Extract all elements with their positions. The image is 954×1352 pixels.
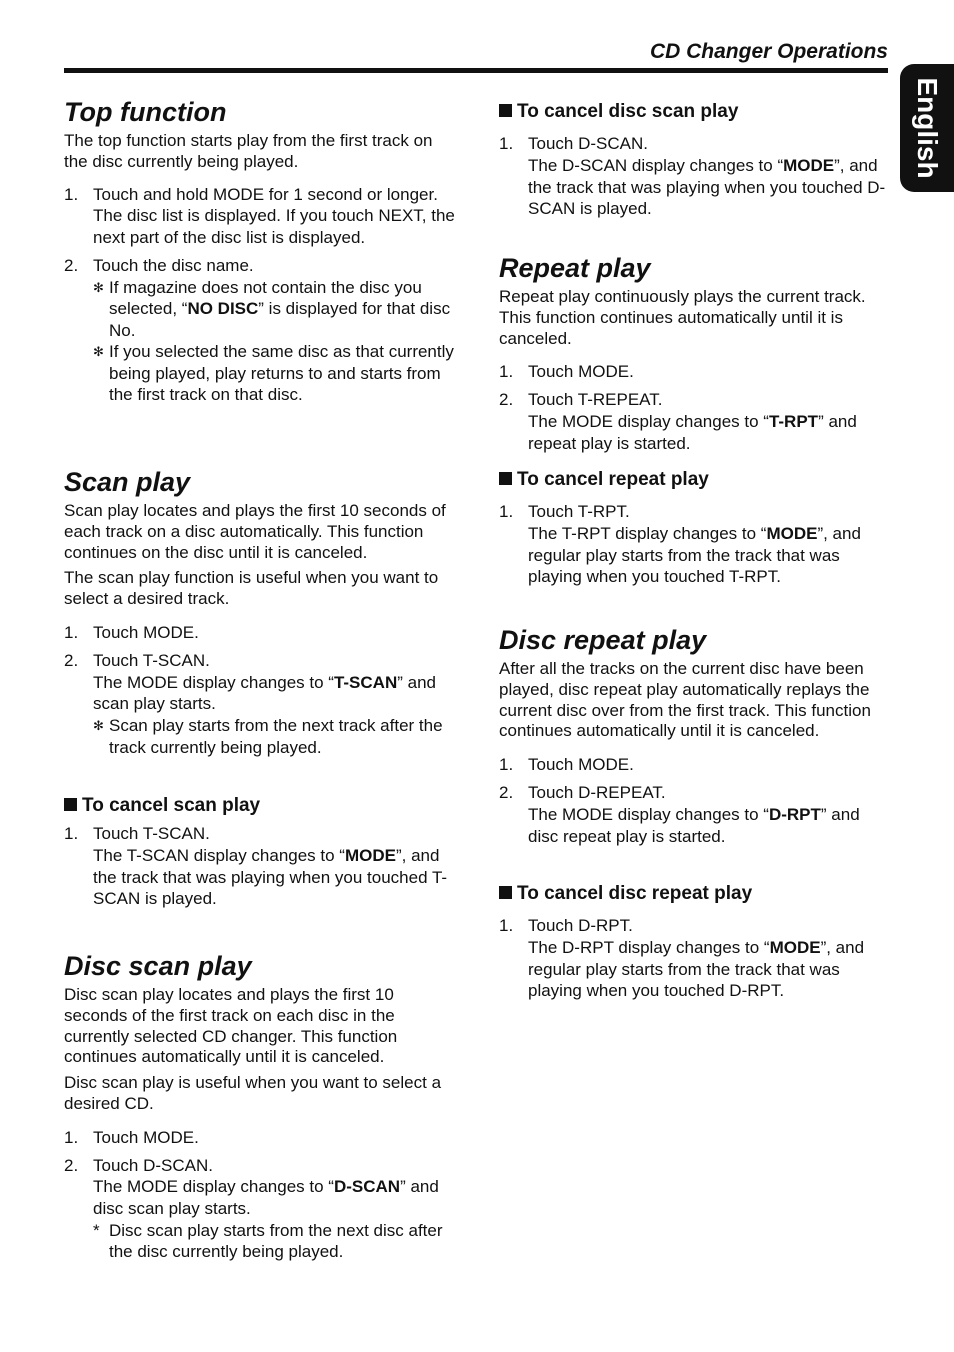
note-marker: * <box>93 1220 100 1240</box>
step-number: 2. <box>64 255 79 275</box>
step-number: 2. <box>64 1155 79 1175</box>
step-text: Touch MODE. <box>528 362 634 382</box>
square-bullet-icon <box>499 104 512 117</box>
note-item: * Disc scan play starts from the next disc after the disc currently being played. <box>93 1220 443 1262</box>
intro-text: Repeat play continuously plays the current track. This function continues automatically until it is canceled. <box>499 287 866 348</box>
step-item <box>499 133 891 220</box>
step-result: The T-RPT display changes to “MODE”, and regular play starts from the track that was playing when you touched T-RPT. <box>528 523 861 587</box>
section-title: Repeat play <box>499 253 651 283</box>
step-text: Touch MODE. <box>528 755 634 775</box>
subsection-cancel-disc-repeat-play <box>499 882 891 1002</box>
step-item <box>64 1127 456 1149</box>
step-number: 1. <box>64 184 79 204</box>
step-item <box>64 823 456 910</box>
section-header: CD Changer Operations <box>649 40 888 63</box>
intro-text: The scan play function is useful when you want to select a desired track. <box>64 568 439 609</box>
subsection-cancel-disc-scan-play <box>499 100 891 220</box>
step-text: Touch D-SCAN. <box>93 1155 213 1175</box>
step-number: 1. <box>64 622 79 642</box>
step-result: The MODE display changes to “T-SCAN” and scan play starts. <box>93 672 436 714</box>
step-text: Touch MODE. <box>93 622 199 642</box>
square-bullet-icon <box>64 798 77 811</box>
step-item <box>64 255 456 406</box>
step-item <box>499 501 891 588</box>
note-item: ✻ Scan play starts from the next track after the track currently being played. <box>93 716 443 757</box>
step-item <box>499 782 891 847</box>
subsection-cancel-repeat-play <box>499 468 891 588</box>
note-marker: ✻ <box>93 279 104 295</box>
section-title: Top function <box>64 97 227 127</box>
step-result: The MODE display changes to “D-SCAN” and disc scan play starts. <box>93 1177 439 1219</box>
step-item <box>64 622 456 644</box>
step-text: Touch D-SCAN. <box>528 134 648 153</box>
square-bullet-icon <box>499 886 512 899</box>
step-result: The T-SCAN display changes to “MODE”, and the track that was playing when you touched T-SCAN is played. <box>93 845 448 909</box>
step-number: 2. <box>499 782 514 802</box>
step-item <box>64 650 456 758</box>
intro-text: Disc scan play is useful when you want to select a desired CD. <box>64 1073 442 1113</box>
language-tab <box>900 64 954 192</box>
step-text: Touch and hold MODE for 1 second or longer. <box>93 184 438 204</box>
language-tab-label: English <box>912 77 943 179</box>
note-item: ✻ If magazine does not contain the disc you selected, “NO DISC” is displayed for that disc No. <box>93 277 451 340</box>
section-repeat-play <box>499 252 891 455</box>
step-item <box>499 361 891 383</box>
note-item: ✻ If you selected the same disc as that currently being played, play returns to and starts from the first track on that disc. <box>93 342 454 405</box>
step-item <box>499 754 891 776</box>
step-item <box>64 1155 456 1263</box>
step-number: 1. <box>499 755 514 775</box>
section-disc-scan-play <box>64 950 456 1263</box>
square-bullet-icon <box>499 472 512 485</box>
step-text: Touch D-REPEAT. <box>528 782 666 802</box>
step-result: The disc list is displayed. If you touch NEXT, the next part of the disc list is displayed. <box>93 206 455 248</box>
step-number: 2. <box>499 390 514 410</box>
section-title: Disc repeat play <box>499 625 707 655</box>
step-result: The D-SCAN display changes to “MODE”, and the track that was playing when you touched D-SCAN is played. <box>528 155 886 219</box>
step-item <box>499 915 891 1002</box>
step-number: 2. <box>64 650 79 670</box>
step-number: 1. <box>499 916 514 935</box>
step-number: 1. <box>64 1127 79 1147</box>
step-number: 1. <box>499 362 514 382</box>
step-number: 1. <box>499 134 514 153</box>
step-item <box>64 184 456 249</box>
subsection-title: To cancel disc scan play <box>499 100 891 124</box>
step-result: The MODE display changes to “D-RPT” and disc repeat play is started. <box>528 804 860 846</box>
note-marker: ✻ <box>93 718 104 734</box>
intro-text: Scan play locates and plays the first 10 seconds of each track on a disc automatically. This function continues on the disc until it is canceled. <box>64 501 446 562</box>
intro-text: The top function starts play from the first track on the disc currently being played. <box>64 131 433 171</box>
step-number: 1. <box>64 824 79 843</box>
step-text: Touch the disc name. <box>93 255 254 275</box>
step-text: Touch D-RPT. <box>528 916 633 935</box>
intro-text: Disc scan play locates and plays the first 10 seconds of the first track on each disc in the currently selected CD changer. This function continues automatically until it is canceled. <box>64 985 398 1067</box>
step-text: Touch T-SCAN. <box>93 650 210 670</box>
subsection-title: To cancel repeat play <box>499 468 891 492</box>
step-result: The D-RPT display changes to “MODE”, and regular play starts from the track that was playing when you touched D-RPT. <box>528 937 865 1001</box>
note-marker: ✻ <box>93 344 104 360</box>
subsection-title: To cancel scan play <box>64 794 456 818</box>
subsection-title: To cancel disc repeat play <box>499 882 891 906</box>
step-item <box>499 389 891 454</box>
section-disc-repeat-play <box>499 624 891 847</box>
header-rule <box>64 68 888 73</box>
step-text: Touch T-RPT. <box>528 502 630 521</box>
step-text: Touch T-SCAN. <box>93 824 210 843</box>
step-text: Touch MODE. <box>93 1127 199 1147</box>
step-number: 1. <box>499 502 514 521</box>
section-title: Disc scan play <box>64 951 252 981</box>
step-result: The MODE display changes to “T-RPT” and repeat play is started. <box>528 411 857 453</box>
section-top-function <box>64 96 456 406</box>
section-scan-play <box>64 466 456 758</box>
subsection-cancel-scan-play <box>64 794 456 910</box>
intro-text: After all the tracks on the current disc have been played, disc repeat play automatically replays the current disc over from the first track. This function continues automatically until it is canceled. <box>499 659 871 741</box>
section-title: Scan play <box>64 467 191 497</box>
step-text: Touch T-REPEAT. <box>528 390 663 410</box>
